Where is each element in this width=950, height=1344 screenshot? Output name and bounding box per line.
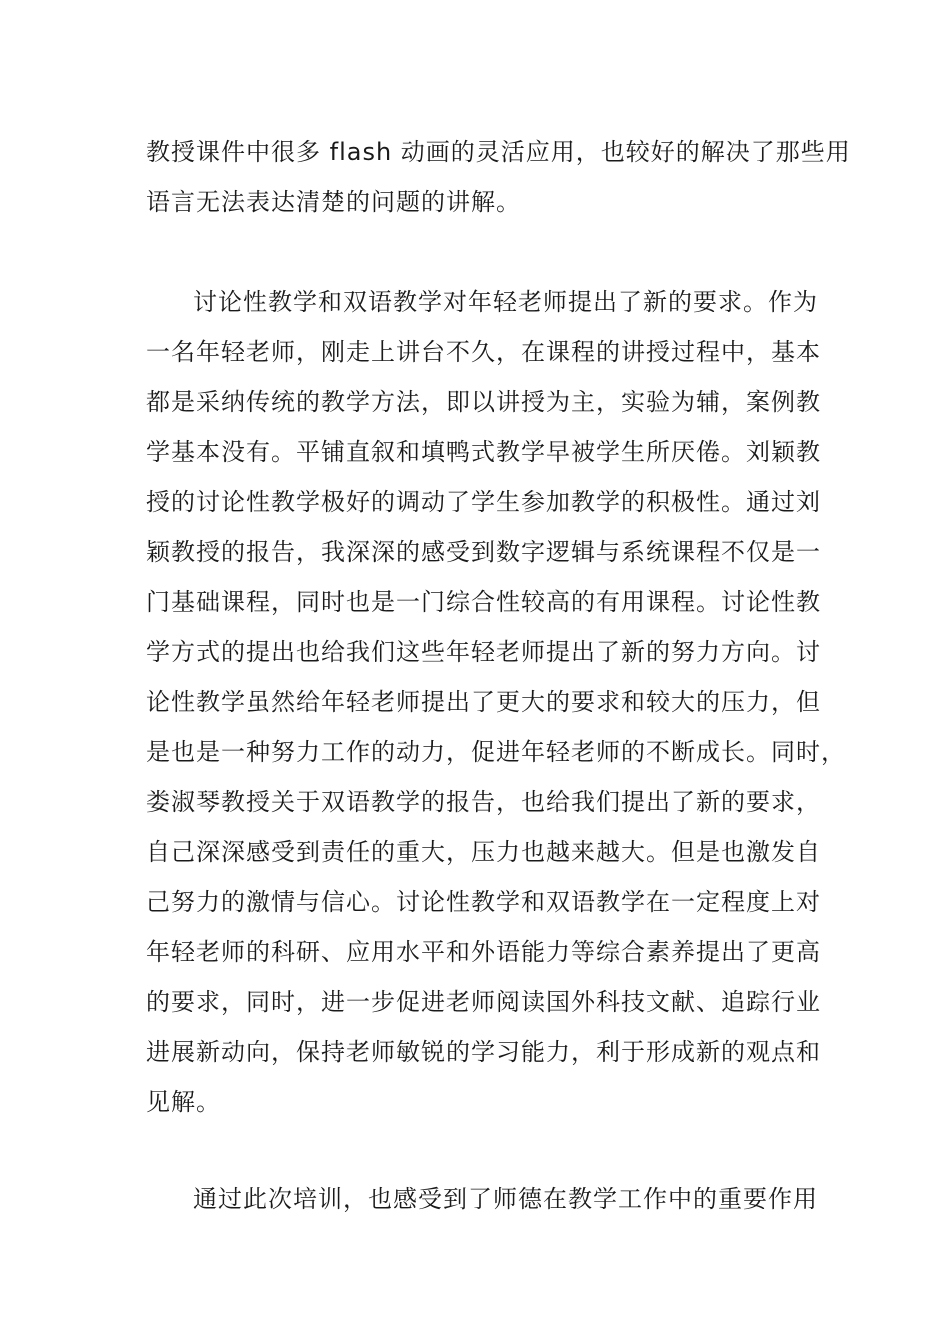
- paragraph-3-line-1: 通过此次培训，也感受到了师德在教学工作中的重要作用: [193, 1185, 818, 1213]
- paragraph-2-line-10: 是也是一种努力工作的动力，促进年轻老师的不断成长。同时，: [146, 738, 846, 766]
- paragraph-2-line-9: 论性教学虽然给年轻老师提出了更大的要求和较大的压力，但: [146, 688, 821, 716]
- paragraph-2-line-5: 授的讨论性教学极好的调动了学生参加教学的积极性。通过刘: [146, 488, 821, 516]
- paragraph-2-line-3: 都是采纳传统的教学方法，即以讲授为主，实验为辅，案例教: [146, 388, 821, 416]
- paragraph-1-line-1: 教授课件中很多 flash 动画的灵活应用，也较好的解决了那些用: [146, 138, 851, 166]
- paragraph-2-line-8: 学方式的提出也给我们这些年轻老师提出了新的努力方向。讨: [146, 638, 821, 666]
- paragraph-2-line-12: 自己深深感受到责任的重大，压力也越来越大。但是也激发自: [146, 838, 821, 866]
- paragraph-2-line-6: 颖教授的报告，我深深的感受到数字逻辑与系统课程不仅是一: [146, 538, 821, 566]
- paragraph-2-line-16: 进展新动向，保持老师敏锐的学习能力，利于形成新的观点和: [146, 1038, 821, 1066]
- paragraph-2-line-4: 学基本没有。平铺直叙和填鸭式教学早被学生所厌倦。刘颖教: [146, 438, 821, 466]
- paragraph-2-line-2: 一名年轻老师，刚走上讲台不久，在课程的讲授过程中，基本: [146, 338, 821, 366]
- paragraph-2-line-15: 的要求，同时，进一步促进老师阅读国外科技文献、追踪行业: [146, 988, 821, 1016]
- paragraph-2-line-7: 门基础课程，同时也是一门综合性较高的有用课程。讨论性教: [146, 588, 821, 616]
- paragraph-2-line-11: 娄淑琴教授关于双语教学的报告，也给我们提出了新的要求，: [146, 788, 821, 816]
- paragraph-2-line-14: 年轻老师的科研、应用水平和外语能力等综合素养提出了更高: [146, 938, 821, 966]
- paragraph-2-line-13: 己努力的激情与信心。讨论性教学和双语教学在一定程度上对: [146, 888, 821, 916]
- paragraph-1-line-2: 语言无法表达清楚的问题的讲解。: [146, 188, 521, 216]
- paragraph-2-line-17: 见解。: [146, 1088, 221, 1116]
- paragraph-2-line-1: 讨论性教学和双语教学对年轻老师提出了新的要求。作为: [193, 288, 818, 316]
